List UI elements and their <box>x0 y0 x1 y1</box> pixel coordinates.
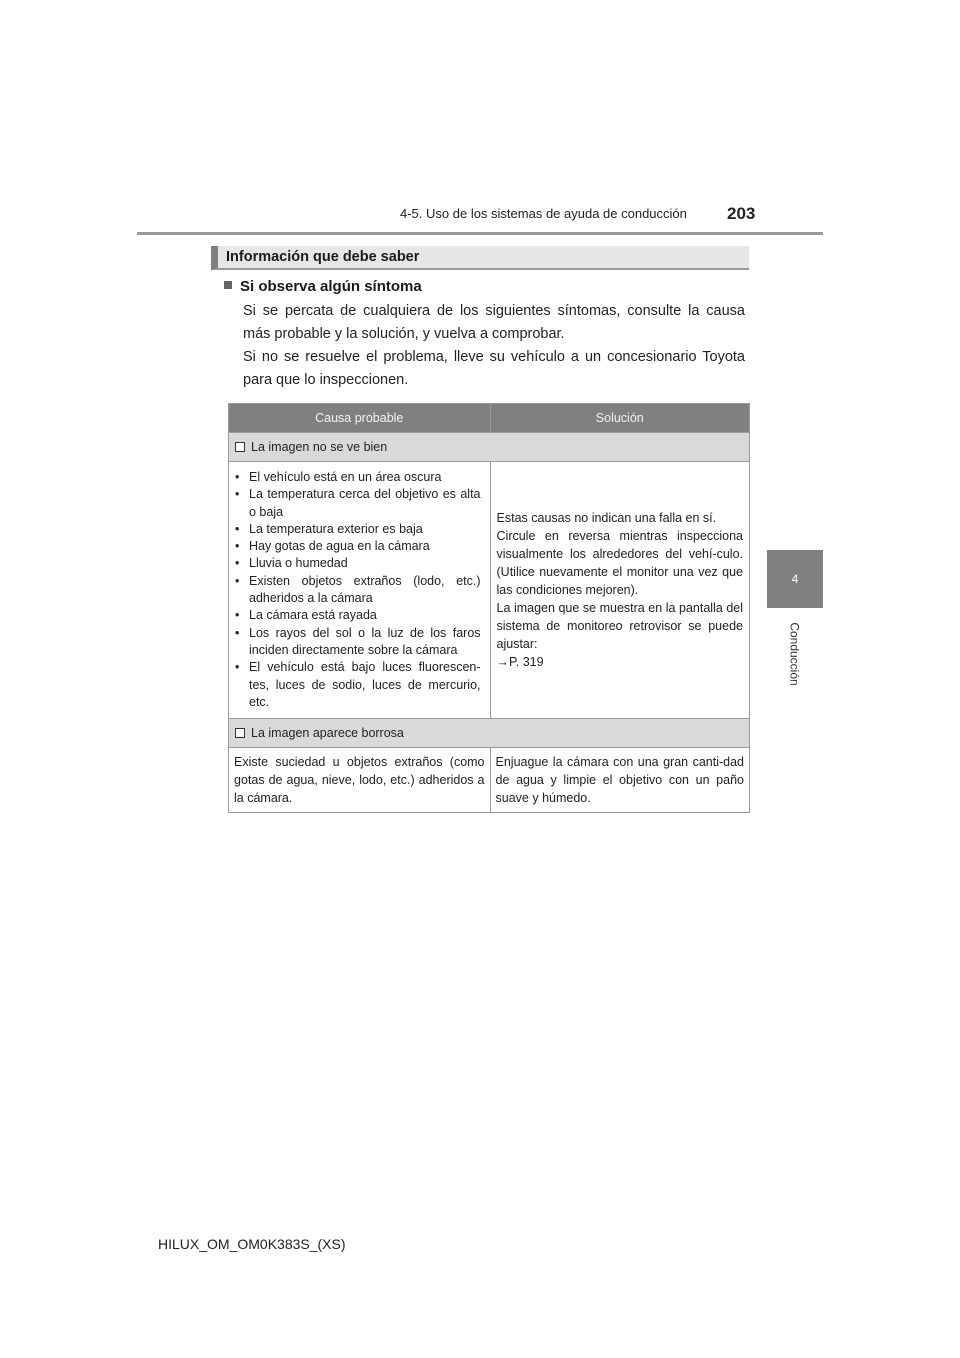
solution-line: La imagen que se muestra en la pantalla del sistema de monitoreo retrovisor se puede ajustar: <box>496 601 743 652</box>
cause-cell: Existe suciedad u objetos extraños (como gotas de agua, nieve, lodo, etc.) adheridos a la cámara. <box>229 748 491 813</box>
table-row <box>229 462 750 719</box>
column-header-cause: Causa probable <box>229 404 491 433</box>
page-number: 203 <box>727 204 756 223</box>
table-header-row <box>229 404 750 433</box>
solution-line: Circule en reversa mientras inspecciona visualmente los alrededores del vehí-culo. (Utilice nuevamente el monitor una vez que las condiciones mejoren). <box>496 529 743 598</box>
info-box-title: Información que debe saber <box>211 246 749 270</box>
chapter-label-text: Conducción <box>788 622 802 686</box>
section-heading-text: Si observa algún síntoma <box>240 278 422 295</box>
list-item: • La cámara está rayada <box>235 607 481 624</box>
running-header-section: 4-5. Uso de los sistemas de ayuda de conducción <box>400 206 687 221</box>
checkbox-icon <box>235 728 245 738</box>
list-item: • Existen objetos extraños (lodo, etc.) adheridos a la cámara <box>235 573 481 608</box>
list-item: • Hay gotas de agua en la cámara <box>235 538 481 555</box>
section-heading <box>224 278 422 295</box>
section-paragraph: Si se percata de cualquiera de los siguientes síntomas, consulte la causa más probable y la solución, y vuelva a comprobar. <box>243 303 745 342</box>
symptom-table <box>228 403 750 813</box>
column-header-solution: Solución <box>490 404 749 433</box>
list-item: • La temperatura exterior es baja <box>235 521 481 538</box>
chapter-tab <box>767 550 823 608</box>
square-bullet-icon <box>224 281 232 289</box>
checkbox-icon <box>235 442 245 452</box>
solution-line: Estas causas no indican una falla en sí. <box>496 511 717 526</box>
table-group-row <box>229 433 750 462</box>
list-item: • El vehículo está bajo luces fluorescen-tes, luces de sodio, luces de mercurio, etc. <box>235 659 481 711</box>
list-item: • La temperatura cerca del objetivo es alta o baja <box>235 486 481 521</box>
solution-cell: Enjuague la cámara con una gran canti-dad de agua y limpie el objetivo con un paño suave y húmedo. <box>490 748 749 813</box>
table-group-row <box>229 719 750 748</box>
list-item: • Los rayos del sol o la luz de los faros inciden directamente sobre la cámara <box>235 625 481 660</box>
page-reference: →P. 319 <box>496 655 544 670</box>
list-item: • Lluvia o humedad <box>235 555 481 572</box>
cause-list <box>230 463 489 717</box>
chapter-label <box>768 614 822 694</box>
solution-cell <box>490 462 749 719</box>
cause-cell <box>229 462 491 719</box>
header-divider <box>137 232 823 235</box>
footer-model-code: HILUX_OM_OM0K383S_(XS) <box>158 1236 346 1252</box>
section-paragraph: Si no se resuelve el problema, lleve su vehículo a un concesionario Toyota para que lo inspeccionen. <box>243 349 745 388</box>
list-item: • El vehículo está en un área oscura <box>235 469 481 486</box>
group-title: La imagen aparece borrosa <box>251 726 404 741</box>
chapter-number: 4 <box>791 572 799 586</box>
table-row <box>229 748 750 813</box>
group-title: La imagen no se ve bien <box>251 440 388 454</box>
